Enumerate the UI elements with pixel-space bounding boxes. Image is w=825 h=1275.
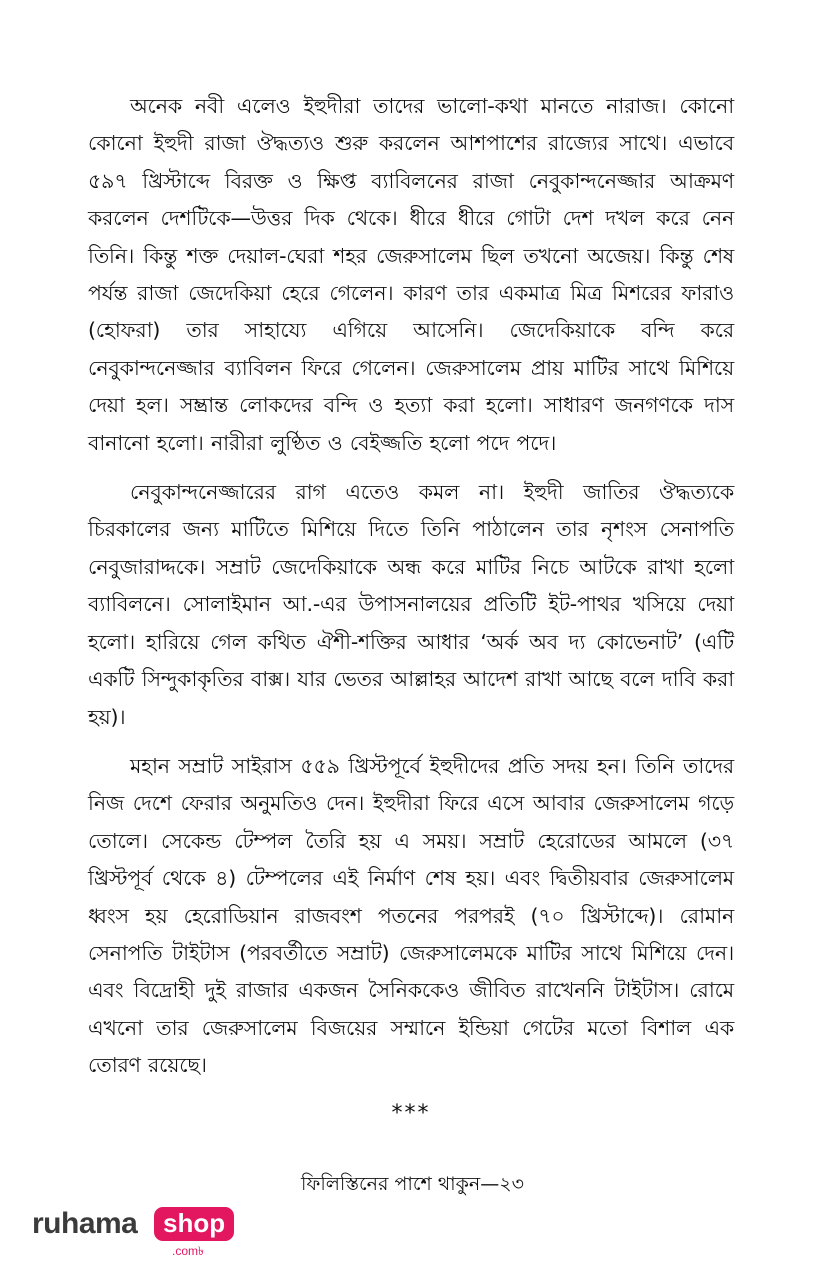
watermark-shop-badge bbox=[154, 1207, 234, 1241]
watermark-shop-text: shop bbox=[163, 1208, 226, 1238]
watermark-domain-text: .com৳ bbox=[172, 1244, 204, 1258]
watermark-logo bbox=[32, 1205, 232, 1265]
section-separator: *** bbox=[391, 1100, 431, 1126]
book-page bbox=[88, 88, 734, 1188]
page-footer: ফিলিস্তিনের পাশে থাকুন—২৩ bbox=[301, 1173, 524, 1195]
watermark-brand-text: ruhama bbox=[32, 1207, 138, 1240]
paragraph-3: মহান সম্রাট সাইরাস ৫৫৯ খ্রিস্টপূর্বে ইহুদীদের প্রতি সদয় হন। তিনি তাদের নিজ দেশে ফেরার অনুমতিও দেন। ইহুদীরা ফিরে এসে আবার জেরুসালেম গড়ে তোলে। সেকেন্ড টেম্পল তৈরি হয় এ সময়। সম্রাট হেরোডের আমলে (৩৭ খ্রিস্টপূর্ব থেকে ৪) টেম্পলের এই নির্মাণ শেষ হয়। এবং দ্বিতীয়বার জেরুসালেম ধ্বংস হয় হেরোডিয়ান রাজবংশ পতনের পরপরই (৭০ খ্রিস্টাব্দে)। রোমান সেনাপতি টাইটাস (পরবর্তীতে সম্রাট) জেরুসালেমকে মাটির সাথে মিশিয়ে দেন। এবং বিদ্রোহী দুই রাজার একজন সৈনিককেও জীবিত রাখেননি টাইটাস। রোমে এখনো তার জেরুসালেম বিজয়ের সম্মানে ইন্ডিয়া গেটের মতো বিশাল এক তোরণ রয়েছে। bbox=[88, 753, 734, 1078]
paragraph-1: অনেক নবী এলেও ইহুদীরা তাদের ভালো-কথা মানতে নারাজ। কোনো কোনো ইহুদী রাজা ঔদ্ধত্যও শুরু করলেন আশপাশের রাজ্যের সাথে। এভাবে ৫৯৭ খ্রিস্টাব্দে বিরক্ত ও ক্ষিপ্ত ব্যাবিলনের রাজা নেবুকান্দনেজ্জার আক্রমণ করলেন দেশটিকে—উত্তর দিক থেকে। ধীরে ধীরে গোটা দেশ দখল করে নেন তিনি। কিন্তু শক্ত দেয়াল-ঘেরা শহর জেরুসালেম ছিল তখনো অজেয়। কিন্তু শেষ পর্যন্ত রাজা জেদেকিয়া হেরে গেলেন। কারণ তার একমাত্র মিত্র মিশরের ফারাও (হোফরা) তার সাহায্যে এগিয়ে আসেনি। জেদেকিয়াকে বন্দি করে নেবুকান্দনেজ্জার ব্যাবিলন ফিরে গেলেন। জেরুসালেম প্রায় মাটির সাথে মিশিয়ে দেয়া হল। সম্ভ্রান্ত লোকদের বন্দি ও হত্যা করা হলো। সাধারণ জনগণকে দাস বানানো হলো। নারীরা লুণ্ঠিত ও বেইজ্জতি হলো পদে পদে। bbox=[88, 94, 734, 455]
paragraph-2: নেবুকান্দনেজ্জারের রাগ এতেও কমল না। ইহুদী জাতির ঔদ্ধত্যকে চিরকালের জন্য মাটিতে মিশিয়ে দিতে তিনি পাঠালেন তার নৃশংস সেনাপতি নেবুজারাদ্দকে। সম্রাট জেদেকিয়াকে অন্ধ করে মাটির নিচে আটকে রাখা হলো ব্যাবিলনে। সোলাইমান আ.-এর উপাসনালয়ের প্রতিটি ইট-পাথর খসিয়ে দেয়া হলো। হারিয়ে গেল কথিত ঐশী-শক্তির আধার ‘অর্ক অব দ্য কোভেনাট’ (এটি একটি সিন্দুকাকৃতির বাক্স। যার ভেতর আল্লাহর আদেশ রাখা আছে বলে দাবি করা হয়)। bbox=[88, 480, 734, 729]
